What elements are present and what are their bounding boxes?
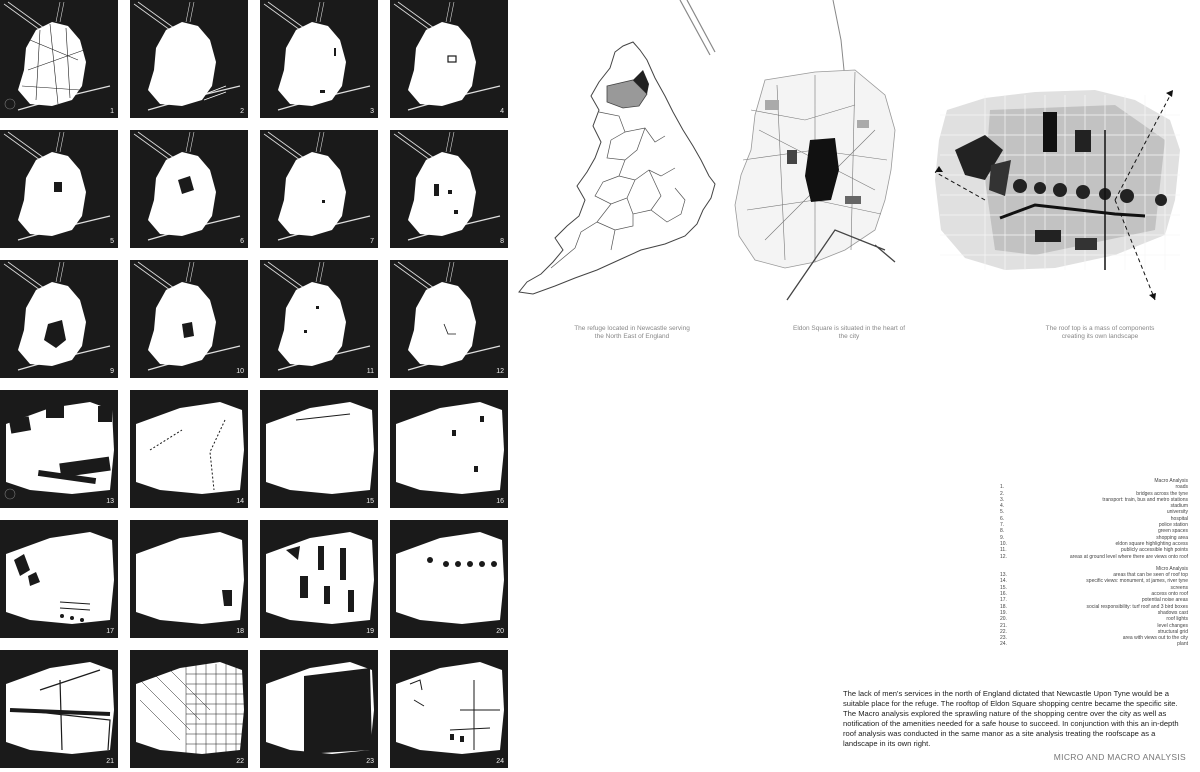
tile-map (130, 390, 248, 508)
analysis-tile-8 (390, 130, 508, 248)
legend-text: areas at ground level where there are views onto roof (1069, 553, 1188, 560)
tile-map (0, 650, 118, 768)
tile-map (390, 520, 508, 638)
sheet-title: MICRO AND MACRO ANALYSIS (1053, 752, 1186, 762)
analysis-tile-21 (0, 650, 118, 768)
eldon-square-map (680, 0, 895, 300)
analysis-tile-20 (390, 520, 508, 638)
tile-number: 16 (496, 498, 504, 505)
legend-text: shadows cast (1157, 609, 1188, 616)
legend-number: 4. (1000, 503, 1005, 510)
tile-map (260, 130, 378, 248)
tile-map (0, 130, 118, 248)
rooftop-map (935, 90, 1180, 300)
tile-map (260, 0, 378, 118)
analysis-tile-24 (390, 650, 508, 768)
legend-row (1000, 641, 1188, 647)
legend-number: 18. (1000, 603, 1007, 610)
tile-map (390, 0, 508, 118)
legend-number: 9. (1000, 534, 1005, 541)
analysis-tile-11 (260, 260, 378, 378)
legend-number: 7. (1000, 522, 1005, 529)
legend-text: access onto roof (1151, 591, 1188, 598)
legend-number: 17. (1000, 597, 1007, 604)
legend-text: publicly accessible high points (1121, 547, 1188, 554)
legend-number: 2. (1000, 490, 1005, 497)
tile-map (0, 390, 118, 508)
legend-number: 16. (1000, 591, 1007, 598)
analysis-tile-13 (0, 390, 118, 508)
legend-text: stadium (1170, 503, 1188, 510)
legend-number: 5. (1000, 509, 1005, 516)
legend-text: hospital (1170, 515, 1188, 522)
analysis-tile-7 (260, 130, 378, 248)
tile-number: 2 (240, 108, 244, 115)
legend-text: police station (1158, 522, 1188, 529)
caption-rooftop: The roof top is a mass of components creating its own landscape (1045, 325, 1155, 340)
tile-map (390, 650, 508, 768)
tile-map (390, 130, 508, 248)
legend-text: green spaces (1157, 528, 1188, 535)
legend-text: screens (1170, 584, 1188, 591)
micro-analysis-list (1000, 572, 1188, 648)
tile-map (130, 520, 248, 638)
tile-number: 20 (496, 628, 504, 635)
tile-number: 11 (366, 368, 374, 375)
tile-number: 8 (500, 238, 504, 245)
analysis-tile-4 (390, 0, 508, 118)
legend-number: 24. (1000, 641, 1007, 648)
analysis-tile-19 (260, 520, 378, 638)
legend-text: area with views out to the city (1122, 635, 1188, 642)
tile-map (130, 0, 248, 118)
legend-text: eldon square highlighting access (1115, 540, 1188, 547)
legend-text: areas that can be seen of roof top (1113, 572, 1188, 579)
analysis-tile-5 (0, 130, 118, 248)
tile-number: 3 (370, 108, 374, 115)
tile-number: 6 (240, 238, 244, 245)
legend-number: 10. (1000, 540, 1007, 547)
analysis-tile-18 (130, 520, 248, 638)
analysis-tile-12 (390, 260, 508, 378)
analysis-legend (1000, 478, 1188, 648)
legend-number: 8. (1000, 528, 1005, 535)
legend-text: structural grid (1157, 628, 1188, 635)
tile-number: 4 (500, 108, 504, 115)
legend-number: 20. (1000, 616, 1007, 623)
legend-number: 19. (1000, 609, 1007, 616)
legend-number: 12. (1000, 553, 1007, 560)
analysis-tile-23 (260, 650, 378, 768)
legend-text: potential noise areas (1141, 597, 1188, 604)
legend-number: 21. (1000, 622, 1007, 629)
tile-number: 24 (496, 758, 504, 765)
analysis-tile-17 (0, 520, 118, 638)
tile-number: 18 (236, 628, 244, 635)
legend-number: 11. (1000, 547, 1007, 554)
tile-number: 12 (496, 368, 504, 375)
legend-text: university (1166, 509, 1188, 516)
tile-number: 13 (106, 498, 114, 505)
tile-map (390, 260, 508, 378)
analysis-tile-22 (130, 650, 248, 768)
tile-map (260, 390, 378, 508)
legend-text: specific views: monument, st james, river tyne (1086, 578, 1188, 585)
tile-number: 7 (370, 238, 374, 245)
tile-number: 23 (366, 758, 374, 765)
tile-number: 21 (106, 758, 114, 765)
legend-text: social responsibility: turf roof and 3 bird boxes (1086, 603, 1188, 610)
legend-number: 13. (1000, 572, 1007, 579)
legend-text: bridges across the tyne (1136, 490, 1188, 497)
tile-map (130, 650, 248, 768)
analysis-tile-1 (0, 0, 118, 118)
tile-number: 5 (110, 238, 114, 245)
legend-number: 3. (1000, 496, 1005, 503)
legend-number: 6. (1000, 515, 1005, 522)
tile-map (260, 650, 378, 768)
analysis-tile-9 (0, 260, 118, 378)
england-map (519, 42, 715, 294)
macro-analysis-title: Macro Analysis (1154, 478, 1188, 484)
description-paragraph: The lack of men's services in the north of England dictated that Newcastle Upon Tyne would be a suitable place for the refuge. The rooftop of Eldon Square shopping centre became the specific site. The Macro analysis explored the sprawling nature of the shopping centre over the city as well as notification of the amenities needed for a safe house to succeed. In conjunction with this an in-depth roof analysis was conducted in the same manor as a site analysis treating the roofscape as a landscape in its own right. (843, 689, 1179, 748)
legend-number: 15. (1000, 584, 1007, 591)
tile-map (0, 260, 118, 378)
analysis-tile-3 (260, 0, 378, 118)
tile-map (0, 0, 118, 118)
tile-map (260, 520, 378, 638)
legend-text: roof lights (1166, 616, 1188, 623)
tile-map (0, 520, 118, 638)
tile-number: 1 (110, 108, 114, 115)
legend-text: level changes (1157, 622, 1188, 629)
legend-number: 23. (1000, 635, 1007, 642)
tile-number: 17 (106, 628, 114, 635)
tile-number: 14 (236, 498, 244, 505)
legend-number: 22. (1000, 628, 1007, 635)
tile-number: 15 (366, 498, 374, 505)
analysis-tile-15 (260, 390, 378, 508)
caption-eldon-square: Eldon Square is situated in the heart of the city (792, 325, 906, 340)
analysis-tile-2 (130, 0, 248, 118)
tile-number: 19 (366, 628, 374, 635)
tile-map (130, 260, 248, 378)
tile-number: 22 (236, 758, 244, 765)
tile-map (130, 130, 248, 248)
tile-number: 9 (110, 368, 114, 375)
legend-text: transport: train, bus and metro stations (1102, 496, 1188, 503)
caption-england: The refuge located in Newcastle serving the North East of England (574, 325, 690, 340)
legend-text: shopping area (1156, 534, 1188, 541)
micro-analysis-title: Micro Analysis (1156, 565, 1188, 572)
legend-text: roads (1175, 484, 1188, 491)
legend-text: plant (1177, 641, 1188, 648)
legend-number: 1. (1000, 484, 1005, 491)
analysis-tile-10 (130, 260, 248, 378)
macro-analysis-list (1000, 484, 1188, 560)
tile-map (390, 390, 508, 508)
legend-number: 14. (1000, 578, 1007, 585)
analysis-tile-16 (390, 390, 508, 508)
tile-map (260, 260, 378, 378)
context-maps (515, 0, 1200, 320)
analysis-tile-6 (130, 130, 248, 248)
analysis-tile-14 (130, 390, 248, 508)
tile-number: 10 (236, 368, 244, 375)
